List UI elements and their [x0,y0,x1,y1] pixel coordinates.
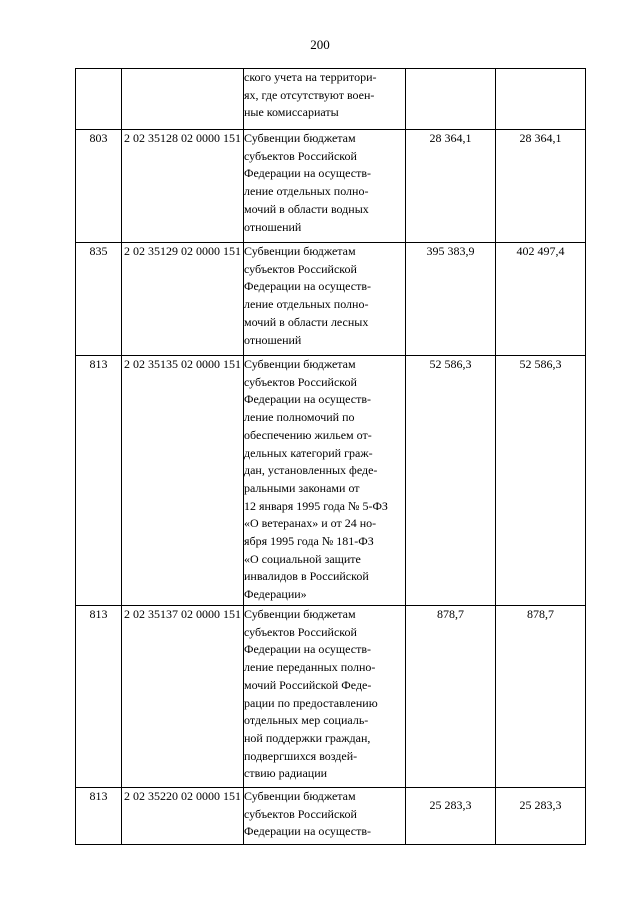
value-current-year-cell [406,69,496,130]
value-current-year-cell: 52 586,3 [406,356,496,606]
name-line: Федерации на осуществ- [244,279,371,294]
budget-code-cell: 2 02 35135 02 0000 151 [122,356,244,606]
admin-code-cell: 813 [76,788,122,845]
revenue-name-cell [244,130,406,243]
name-line: ной поддержки граждан, [244,730,371,745]
name-line: Федерации» [244,587,307,602]
table-row [76,606,586,788]
name-line: субъектов Российской [244,148,357,163]
name-line: субъектов Российской [244,261,357,276]
value-next-year-cell: 25 283,3 [496,788,586,845]
value-next-year-cell: 878,7 [496,606,586,788]
name-line: отношений [244,219,302,234]
admin-code-cell [76,69,122,130]
name-line: отдельных мер социаль- [244,713,369,728]
page-number: 200 [310,37,330,52]
value-next-year-cell [496,69,586,130]
budget-code-cell: 2 02 35220 02 0000 151 [122,788,244,845]
name-line: мочий в области лесных [244,314,369,329]
table-row [76,356,586,606]
name-line: Федерации на осуществ- [244,392,371,407]
budget-code-cell: 2 02 35137 02 0000 151 [122,606,244,788]
table-row [76,130,586,243]
name-line: инвалидов в Российской [244,569,369,584]
revenue-name-cell [244,243,406,356]
budget-code-cell [122,69,244,130]
revenue-name-cell [244,69,406,130]
name-line: «О ветеранах» и от 24 но- [244,516,377,531]
name-line: ября 1995 года № 181-ФЗ [244,534,374,549]
admin-code-cell: 835 [76,243,122,356]
table-row [76,243,586,356]
value-next-year-cell: 28 364,1 [496,130,586,243]
name-line: дан, установленных феде- [244,463,378,478]
name-line: ральными законами от [244,480,360,495]
revenue-name-cell [244,606,406,788]
name-line: обеспечению жильем от- [244,427,372,442]
name-line: рации по предоставлению [244,695,378,710]
name-line: ление переданных полно- [244,660,376,675]
admin-code-cell: 803 [76,130,122,243]
name-line: Федерации на осуществ- [244,642,371,657]
revenue-name-cell [244,356,406,606]
name-line: ные комиссариаты [244,105,339,120]
name-line: дельных категорий граж- [244,445,373,460]
name-line: «О социальной защите [244,551,361,566]
name-line: субъектов Российской [244,374,357,389]
revenue-name-cell [244,788,406,845]
table-row [76,788,586,845]
budget-code-cell: 2 02 35128 02 0000 151 [122,130,244,243]
value-current-year-cell: 395 383,9 [406,243,496,356]
name-line: мочий в области водных [244,201,369,216]
table-body [76,69,586,845]
name-line: Субвенции бюджетам [244,357,356,371]
admin-code-cell: 813 [76,356,122,606]
name-line: ствию радиации [244,766,328,781]
name-line: ление отдельных полно- [244,184,369,199]
budget-revenue-table [75,68,586,845]
name-line: ского учета на территори- [244,70,377,84]
value-current-year-cell: 25 283,3 [406,788,496,845]
name-line: подвергшихся воздей- [244,748,358,763]
name-line: Субвенции бюджетам [244,131,356,145]
name-line: ях, где отсутствуют воен- [244,87,375,102]
admin-code-cell: 813 [76,606,122,788]
name-line: 12 января 1995 года № 5-ФЗ [244,498,388,513]
value-current-year-cell: 878,7 [406,606,496,788]
name-line: ление полномочий по [244,410,355,425]
name-line: Субвенции бюджетам [244,789,356,803]
name-line: Федерации на осуществ- [244,166,371,181]
name-line: субъектов Российской [244,624,357,639]
name-line: ление отдельных полно- [244,297,369,312]
name-line: отношений [244,332,302,347]
value-next-year-cell: 402 497,4 [496,243,586,356]
value-next-year-cell: 52 586,3 [496,356,586,606]
table-row [76,69,586,130]
name-line: субъектов Российской [244,806,357,821]
value-current-year-cell: 28 364,1 [406,130,496,243]
budget-code-cell: 2 02 35129 02 0000 151 [122,243,244,356]
name-line: Субвенции бюджетам [244,607,356,621]
name-line: Федерации на осуществ- [244,824,371,839]
name-line: мочий Российской Феде- [244,677,372,692]
name-line: Субвенции бюджетам [244,244,356,258]
